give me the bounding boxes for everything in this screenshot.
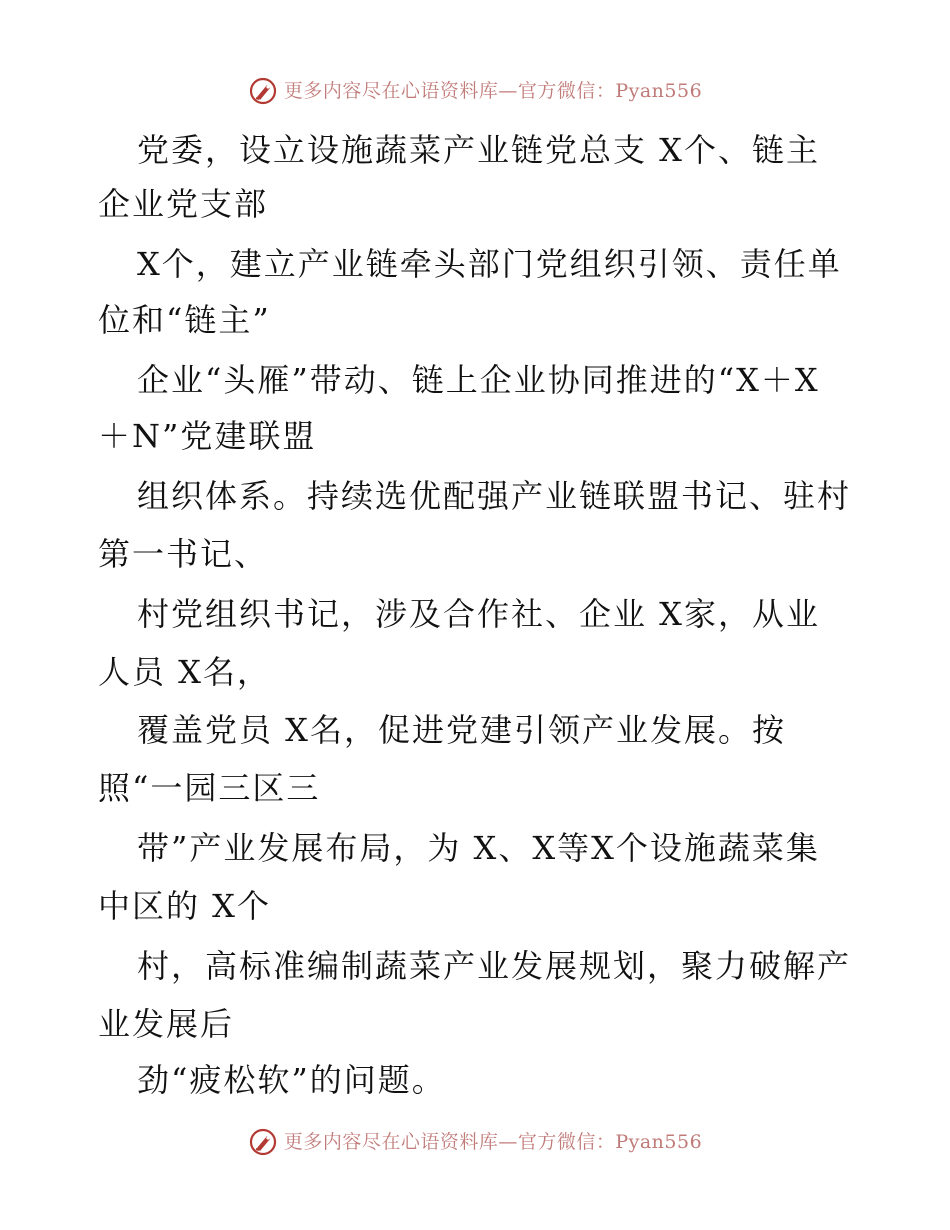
paragraph-line: 劲“疲松软”的问题。 (137, 1061, 446, 1099)
paragraph-line: 照“一园三区三 (98, 769, 321, 807)
paragraph-line: 带”产业发展布局，为 X、X等X个设施蔬菜集 (137, 829, 820, 867)
paragraph-line: 企业党支部 (98, 185, 269, 223)
paragraph-line: 组织体系。持续选优配强产业链联盟书记、驻村 (137, 477, 852, 515)
header-watermark (0, 76, 950, 106)
paragraph-line: ＋N”党建联盟 (98, 417, 317, 455)
paragraph-line: 覆盖党员 X名，促进党建引领产业发展。按 (137, 711, 786, 749)
watermark-text: 更多内容尽在心语资料库—官方微信：Pyan556 (283, 1131, 703, 1153)
paragraph-line: 村，高标准编制蔬菜产业发展规划，聚力破解产 (137, 947, 852, 985)
paragraph-line: 村党组织书记，涉及合作社、企业 X家，从业 (137, 595, 820, 633)
paragraph-line: 中区的 X个 (98, 887, 271, 925)
pen-nib-seal-icon (248, 1127, 278, 1157)
paragraph-line: 业发展后 (98, 1005, 235, 1043)
paragraph-line: 第一书记、 (98, 535, 269, 573)
footer-watermark (0, 1127, 950, 1157)
paragraph-line: 企业“头雁”带动、链上企业协同推进的“X＋X (137, 361, 820, 399)
paragraph-line: 位和“链主” (98, 301, 271, 339)
paragraph-line: 党委，设立设施蔬菜产业链党总支 X个、链主 (137, 131, 820, 169)
paragraph-line: 人员 X名， (98, 653, 271, 691)
paragraph-line: X个，建立产业链牵头部门党组织引领、责任单 (137, 245, 842, 283)
pen-nib-seal-icon (248, 76, 278, 106)
watermark-text: 更多内容尽在心语资料库—官方微信：Pyan556 (283, 80, 703, 102)
